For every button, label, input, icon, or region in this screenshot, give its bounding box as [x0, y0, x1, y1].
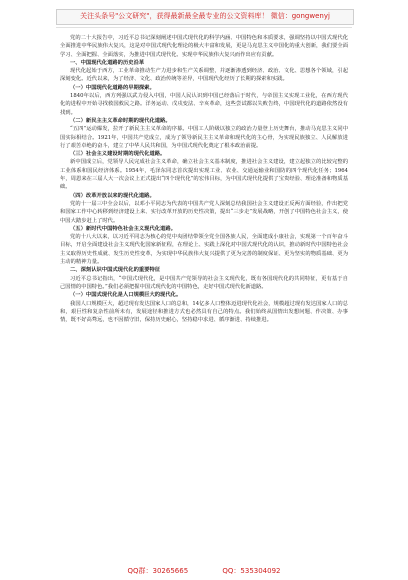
body-paragraph: 党的十八大以来，以习近平同志为核心的党中央团结带领全党全国各族人民，全面建成小康社会，实现第一个百年奋斗目标，开启全面建设社会主义现代化国家新征程，在理论上、实践上深化对中国式现代化的认识，推动新时代中国特色社会主义取得历史性成就、发生历史性变革，为实现中华民族伟大复兴提供了更为完善的制度保证、更为坚实的物质基础、更为主动的精神力量。 — [60, 234, 348, 266]
intro-paragraph: 党的二十大报告中，习近平总书记深刻阐述中国式现代化的科学内涵、中国特色和本质要求，强调坚持以中国式现代化全面推进中华民族伟大复兴，这是对中国式现代化理论的极大丰富和发展，更是马克思主义中国化的重大创新，我们要全面学习、全面把握、全面落实，为推进中国式现代化、实现中华民族伟大复兴而作出应有贡献。 — [60, 35, 348, 58]
header-divider — [56, 27, 352, 28]
footer-qq-group: QQ群：30265665 — [127, 567, 189, 575]
document-body — [60, 34, 348, 324]
body-paragraph: 习近平总书记指出，“中国式现代化，是中国共产党领导的社会主义现代化，既有各国现代化的共同特征，更有基于自己国情的中国特色。”我们必须把握中国式现代化的中国特色，走好中国式现代化新道路。 — [60, 275, 348, 290]
subsection-heading: （四）改革开放以来的现代化道路。 — [70, 192, 155, 199]
subsection-heading: （二）新民主主义革命时期的现代化道路。 — [70, 117, 171, 124]
section-heading: 一、中国现代化道路的历史沿革 — [70, 59, 145, 66]
body-paragraph: “五四”运动爆发，拉开了新民主主义革命的序幕。中国工人阶级以独立的政治力量登上历史舞台，推动马克思主义同中国实际相结合。1921年，中国共产党成立，成为了领导新民主主义革命和现代化的主心骨，为实现民族独立、人民解放进行了艰苦卓绝的奋斗，建立了中华人民共和国，为中国式现代化奠定了根本政治前提。 — [60, 126, 348, 149]
body-paragraph: 现代化起始于西方，工业革命推动生产力进步和生产关系调整，并逐渐渗透到经济、政治、文化、思想各个领域，引起深刻变化。近代以来，为了经济、文化、政治传统等差异，中国现代化经历了长期的探索和实践。 — [60, 68, 348, 83]
subsection-heading: （一）中国式现代化是人口规模巨大的现代化。 — [70, 292, 182, 299]
subsection-heading: （五）新时代中国特色社会主义现代化道路。 — [70, 225, 176, 232]
header-banner — [56, 9, 354, 25]
subsection-heading: （一）中国现代化道路的早期探索。 — [70, 84, 155, 91]
section-heading: 二、深刻认识中国式现代化的重要特征 — [70, 267, 161, 274]
body-paragraph: 我国人口规模巨大，超过现有发达国家人口的总和，14亿多人口整体迈进现代化社会，规模超过现有发达国家人口的总和，艰巨性和复杂性前所未有，发展途径和推进方式也必然具有自己的特点。我们始终从国情出发想问题、作决策、办事情，既不好高骛远，也不因循守旧，保持历史耐心，坚持稳中求进、循序渐进、持续推进。 — [60, 300, 348, 324]
body-paragraph: 1840年以后，西方列强以武力侵入中国，中国人民认识到中国已经落后于时代，与帝国主义实现工业化，在西方现代化的进程中开始寻找救国救民之路。洋务运动、戊戌变法、辛亥革命，这些尝试都以失败告终，中国现代化的道路依然没有找到。 — [60, 93, 348, 116]
subsection-heading: （三）社会主义建设时期的现代化道路。 — [70, 151, 166, 158]
body-paragraph: 党的十一届三中全会以后，以邓小平同志为代表的中国共产党人深刻总结我国社会主义建设正反两方面经验，作出把党和国家工作中心转移到经济建设上来、实行改革开放的历史性决策，提出“三步走”发展战略，开创了中国特色社会主义，使中国大踏步赶上了时代。 — [60, 200, 348, 224]
footer-contacts — [0, 566, 408, 576]
banner-text: 关注头条号"公文研究"，获得最新最全最专业的公文资料库！ 微信：gongwenyj — [80, 12, 330, 20]
footer-qq: QQ：535304092 — [222, 567, 281, 575]
body-paragraph: 新中国成立后，党领导人民完成社会主义革命，确立社会主义基本制度，推进社会主义建设，建立起独立的比较完整的工业体系和国民经济体系。1954年，毛泽东同志首次提出实现工业、农业、交通运输业和国防的四个现代化任务；1964年，周恩来在三届人大一次会议上正式提出“四个现代化”的宏伟目标，为中国式现代化提供了宝贵经验、理论准备和物质基础。 — [60, 159, 348, 191]
